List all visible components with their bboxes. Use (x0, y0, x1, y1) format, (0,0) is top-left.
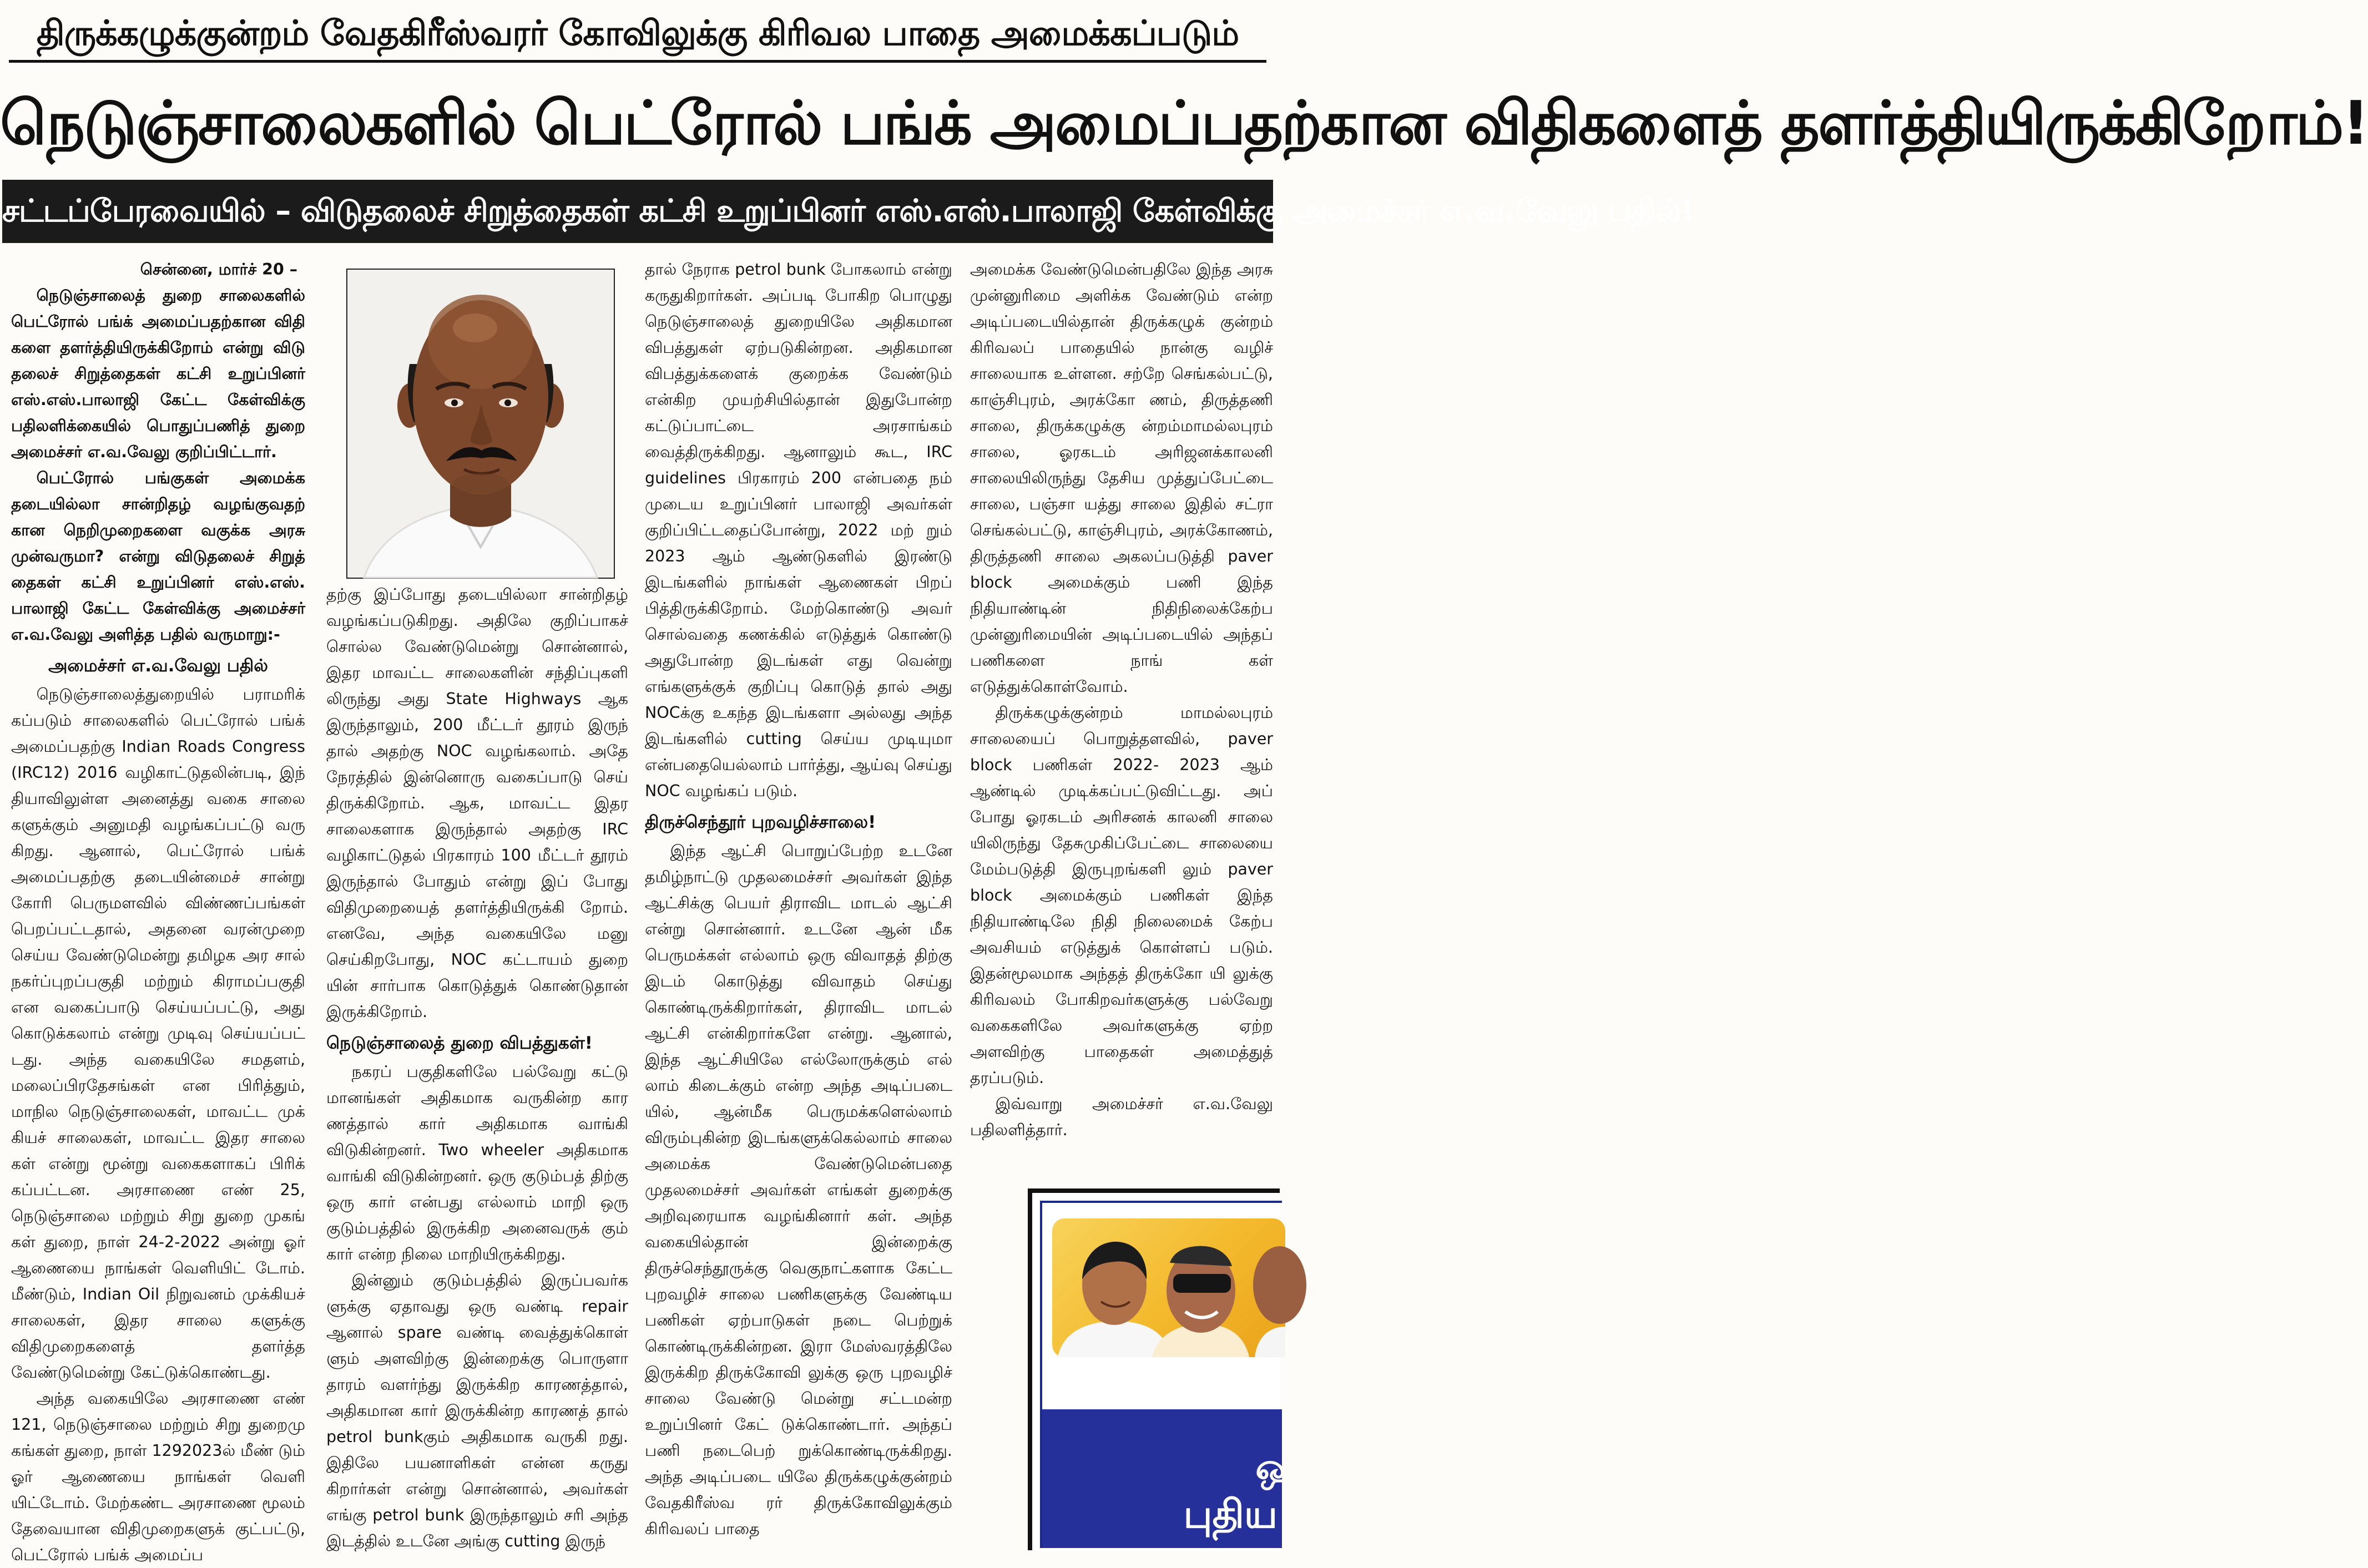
body-paragraph: இன்னும் குடும்பத்தில் இருப்பவர்க ளுக்கு ஏதாவது ஒரு வண்டி repair ஆனால் spare வண்டி வைத்துக்கொள் ளும் அளவிற்கு இன்றைக்கு பொருளா தாரம் வளர்ந்து இருக்கிற காரணத்தால், அதிகமான கார் இருக்கின்ற காரணத் தால் petrol bunkகும் அதிகமாக வருகி றது. இதிலே பயனாளிகள் என்ன கருது கிறார்கள் என்று சொன்னால், அவர்கள் எங்கு petrol bunk இருந்தாலும் சரி அந்த இடத்தில் உடனே அங்கு cutting இருந் (326, 1271, 628, 1550)
lead-paragraph-1: நெடுஞ்சாலைத் துறை சாலைகளில் பெட்ரோல் பங்க் அமைப்பதற்கான விதி களை தளர்த்தியிருக்கிறோம் என்று விடு தலைச் சிறுத்தைகள் கட்சி உறுப்பினர் எஸ்.எஸ்.பாலாஜி கேட்ட கேள்விக்கு பதிலளிக்கையில் பொதுப்பணித் துறை அமைச்சர் எ.வ.வேலு குறிப்பிட்டார். (11, 286, 305, 461)
ad-leaders-photo (1052, 1218, 1285, 1357)
kicker-headline: திருக்கழுக்குன்றம் வேதகிரீஸ்வரர் கோவிலுக்கு கிரிவல பாதை அமைக்கப்படும் (9, 7, 1266, 63)
portrait-illustration (347, 270, 614, 578)
article-column-3 (645, 256, 952, 1544)
lead-paragraph-2: பெட்ரோல் பங்குகள் அமைக்க தடையில்லா சான்றிதழ் வழங்குவதற் கான நெறிமுறைகளை வகுக்க அரசு முன்வருமா? என்று விடுதலைச் சிறுத் தைகள் கட்சி உறுப்பினர் எஸ்.எஸ். பாலாஜி கேட்ட கேள்விக்கு அமைச்சர் எ.வ.வேலு அளித்த பதில் வருமாறு:- (11, 469, 305, 644)
body-paragraph: திருக்கழுக்குன்றம் மாமல்லபுரம் சாலையைப் பொறுத்தளவில், paver block பணிகள் 2022- 2023 ஆம் ஆண்டில் முடிக்கப்பட்டுவிட்டது. அப் போது ஓரகடம் அரிசனக் காலனி சாலை யிலிருந்து தேசுமுகிப்பேட்டை சாலையை மேம்படுத்தி இருபுறங்களி லும் paver block அமைக்கும் பணிகள் இந்த நிதியாண்டிலே நிதி நிலைமைக் கேற்ப அவசியம் எடுத்துக் கொள்ளப் படும். இதன்மூலமாக அந்தத் திருக்கோ யி லுக்கு கிரிவலம் போகிறவர்களுக்கு பல்வேறு வகைகளிலே அவர்களுக்கு ஏற்ற அளவிற்கு பாதைகள் அமைத்துத் தரப்படும். (970, 704, 1273, 1087)
body-paragraph: நகரப் பகுதிகளிலே பல்வேறு கட்டு மானங்கள் அதிகமாக வருகின்ற கார ணத்தால் கார் அதிகமாக வாங்கி விடுகின்றனர். Two wheeler அதிகமாக வாங்கி விடுகின்றனர். ஒரு குடும்பத் திற்கு ஒரு கார் என்பது எல்லாம் மாறி ஒரு குடும்பத்தில் இருக்கிற அனைவருக் கும் கார் என்ற நிலை மாறியிருக்கிறது. (326, 1063, 628, 1263)
article-column-1 (11, 256, 305, 1564)
sub-headline-bar: சட்டப்பேரவையில் – விடுதலைச் சிறுத்தைகள் கட்சி உறுப்பினர் எஸ்.எஸ்.பாலாஜி கேள்விக்கு அமைச்சர் எ.வ.வேலு பதில்! (2, 180, 1273, 243)
subhead-minister-reply: அமைச்சர் எ.வ.வேலு பதில் (48, 656, 269, 676)
body-paragraph: இவ்வாறு அமைச்சர் எ.வ.வேலு பதிலளித்தார். (970, 1095, 1273, 1139)
main-headline: நெடுஞ்சாலைகளில் பெட்ரோல் பங்க் அமைப்பதற்கான விதிகளைத் தளர்த்தியிருக்கிறோம்! (0, 89, 2368, 158)
body-paragraph: நெடுஞ்சாலைத்துறையில் பராமரிக் கப்படும் சாலைகளில் பெட்ரோல் பங்க் அமைப்பதற்கு Indian Roads Congress (IRC12) 2016 வழிகாட்டுதலின்படி, இந் தியாவிலுள்ள அனைத்து வகை சாலை களுக்கும் அனுமதி வழங்கப்பட்டு வரு கிறது. ஆனால், பெட்ரோல் பங்க் அமைப்பதற்கு தடையின்மைச் சான்று கோரி பெருமளவில் விண்ணப்பங்கள் பெறப்பட்டதால், அதனை வரன்முறை செய்ய வேண்டுமென்று தமிழக அர சால் நகர்ப்புறப்பகுதி மற்றும் கிராமப்பகுதி என வகைப்பாடு செய்யப்பட்டு, அது கொடுக்கலாம் என்று முடிவு செய்யப்பட் டது. அந்த வகையிலே சமதளம், மலைப்பிரதேசங்கள் என பிரித்தும், மாநில நெடுஞ்சாலைகள், மாவட்ட முக் கியச் சாலைகள், மாவட்ட இதர சாலை கள் என்று மூன்று வகைகளாகப் பிரிக் கப்பட்டன. அரசாணை எண் 25, நெடுஞ்சாலை மற்றும் சிறு துறை முகங் கள் துறை, நாள் 24-2-2022 அன்று ஓர் ஆணையை நாங்கள் வெளியிட் டோம். மீண்டும், Indian Oil நிறுவனம் முக்கியச் சாலைகள், இதர சாலை களுக்கு விதிமுறைகளைத் தளர்த்த வேண்டுமென்று கேட்டுக்கொண்டது. (11, 685, 305, 1382)
ad-portraits-illustration (1052, 1218, 1285, 1357)
body-paragraph: அமைக்க வேண்டுமென்பதிலே இந்த அரசு முன்னுரிமை அளிக்க வேண்டும் என்ற அடிப்படையில்தான் திருக்கழுக் குன்றம் கிரிவலப் பாதையில் நான்கு வழிச் சாலையாக உள்ளன. சற்றே செங்கல்பட்டு, காஞ்சிபுரம், அரக்கோ ணம், திருத்தணி சாலை, திருக்கழுக்கு ன்றம்மாமல்லபுரம் சாலை, ஓரகடம் அரிஜனக்காலனி சாலையிலிருந்து தேசிய முத்துப்பேட்டை சாலை, பஞ்சா யத்து சாலை இதில் சட்ரா செங்கல்பட்டு, காஞ்சிபுரம், அரக்கோணம், திருத்தணி சாலை அகலப்படுத்தி paver block அமைக்கும் பணி இந்த நிதியாண்டின் நிதிநிலைக்கேற்ப முன்னுரிமையின் அடிப்படையில் அந்தப் பணிகளை நாங் கள் எடுத்துக்கொள்வோம். (970, 260, 1273, 696)
subhead-highway-accidents: நெடுஞ்சாலைத் துறை விபத்துகள்! (326, 1033, 593, 1053)
body-paragraph: அந்த வகையிலே அரசாணை எண் 121, நெடுஞ்சாலை மற்றும் சிறு துறைமு கங்கள் துறை, நாள் 1292023ல் மீண் டும் ஓர் ஆணையை நாங்கள் வெளி யிட்டோம். மேற்கண்ட அரசாணை மூலம் தேவையான விதிமுறைகளுக் குட்பட்டு, பெட்ரோல் பங்க் அமைப்ப (11, 1389, 305, 1564)
body-paragraph: இந்த ஆட்சி பொறுப்பேற்ற உடனே தமிழ்நாட்டு முதலமைச்சர் அவர்கள் இந்த ஆட்சிக்கு பெயர் திராவிட மாடல் ஆட்சி என்று சொன்னார். உடனே ஆன் மீக பெருமக்கள் எல்லாம் ஒரு விவாதத் திற்கு இடம் கொடுத்து விவாதம் செய்து கொண்டிருக்கிறார்கள், திராவிட மாடல் ஆட்சி என்கிறார்களே என்று. ஆனால், இந்த ஆட்சியிலே எல்லோருக்கும் எல் லாம் கிடைக்கும் என்ற அந்த அடிப்படை யில், ஆன்மீக பெருமக்களெல்லாம் விரும்புகின்ற இடங்களுக்கெல்லாம் சாலை அமைக்க வேண்டுமென்பதை முதலமைச்சர் அவர்கள் எங்கள் துறைக்கு அறிவுரையாக வழங்கினார் கள். அந்த வகையில்தான் இன்றைக்கு திருச்செந்தூருக்கு வெகுநாட்களாக கேட்ட புறவழிச் சாலை பணிகளுக்கு வேண்டிய பணிகள் ஏற்பாடுகள் நடை பெற்றுக் கொண்டிருக்கின்றன. இரா மேஸ்வரத்திலே இருக்கிற திருக்கோவி லுக்கு ஒரு புறவழிச் சாலை வேண்டு மென்று சட்டமன்ற உறுப்பினர் கேட் டுக்கொண்டார். அந்தப் பணி நடைபெற் றுக்கொண்டிருக்கிறது. அந்த அடிப்படை யிலே திருக்கழுக்குன்றம் வேதகிரீஸ்வ ரர் திருக்கோவிலுக்கும் கிரிவலப் பாதை (645, 842, 952, 1538)
ad-partial-text: புதிய (1183, 1491, 1278, 1537)
article-column-2 (326, 581, 628, 1550)
ad-partial-letter: ஒ (1255, 1447, 1285, 1488)
minister-portrait-photo (346, 269, 615, 579)
partial-advertisement (1028, 1188, 1285, 1550)
body-paragraph: தால் நேராக petrol bunk போகலாம் என்று கருதுகிறார்கள். அப்படி போகிற பொழுது நெடுஞ்சாலைத் துறையிலே அதிகமான விபத்துகள் ஏற்படுகின்றன. அதிகமான விபத்துக்களைக் குறைக்க வேண்டும் என்கிற முயற்சியில்தான் இதுபோன்ற கட்டுப்பாட்டை அரசாங்கம் வைத்திருக்கிறது. ஆனாலும் கூட, IRC guidelines பிரகாரம் 200 என்பதை நம் முடைய உறுப்பினர் பாலாஜி அவர்கள் குறிப்பிட்டதைப்போன்று, 2022 மற் றும் 2023 ஆம் ஆண்டுகளில் இரண்டு இடங்களில் நாங்கள் ஆணைகள் பிறப் பித்திருக்கிறோம். மேற்கொண்டு அவர் சொல்வதை கணக்கில் எடுத்துக் கொண்டு அதுபோன்ற இடங்கள் எது வென்று எங்களுக்குக் குறிப்பு கொடுத் தால் அது NOCக்கு உகந்த இடங்களா அல்லது அந்த இடங்களில் cutting செய்ய முடியுமா என்பதையெல்லாம் பார்த்து, ஆய்வு செய்து NOC வழங்கப் படும். (645, 260, 952, 800)
dateline: சென்னை, மார்ச் 20 – (140, 260, 297, 279)
article-column-4 (970, 256, 1273, 1188)
subhead-tiruchendur-bypass: திருச்செந்தூர் புறவழிச்சாலை! (645, 812, 876, 832)
body-paragraph: தற்கு இப்போது தடையில்லா சான்றிதழ் வழங்கப்படுகிறது. அதிலே குறிப்பாகச் சொல்ல வேண்டுமென்று சொன்னால், இதர மாவட்ட சாலைகளின் சந்திப்புகளி லிருந்து அது State Highways ஆக இருந்தாலும், 200 மீட்டர் தூரம் இருந் தால் அதற்கு NOC வழங்கலாம். அதே நேரத்தில் இன்னொரு வகைப்பாடு செய் திருக்கிறோம். ஆக, மாவட்ட இதர சாலைகளாக இருந்தால் அதற்கு IRC வழிகாட்டுதல் பிரகாரம் 100 மீட்டர் தூரம் இருந்தால் போதும் என்று இப் போது விதிமுறையைத் தளர்த்தியிருக்கி றோம். எனவே, அந்த வகையிலே மனு செய்கிறபோது, NOC கட்டாயம் துறை யின் சார்பாக கொடுத்துக் கொண்டுதான் இருக்கிறோம். (326, 585, 628, 1021)
ad-frame (1040, 1201, 1285, 1548)
